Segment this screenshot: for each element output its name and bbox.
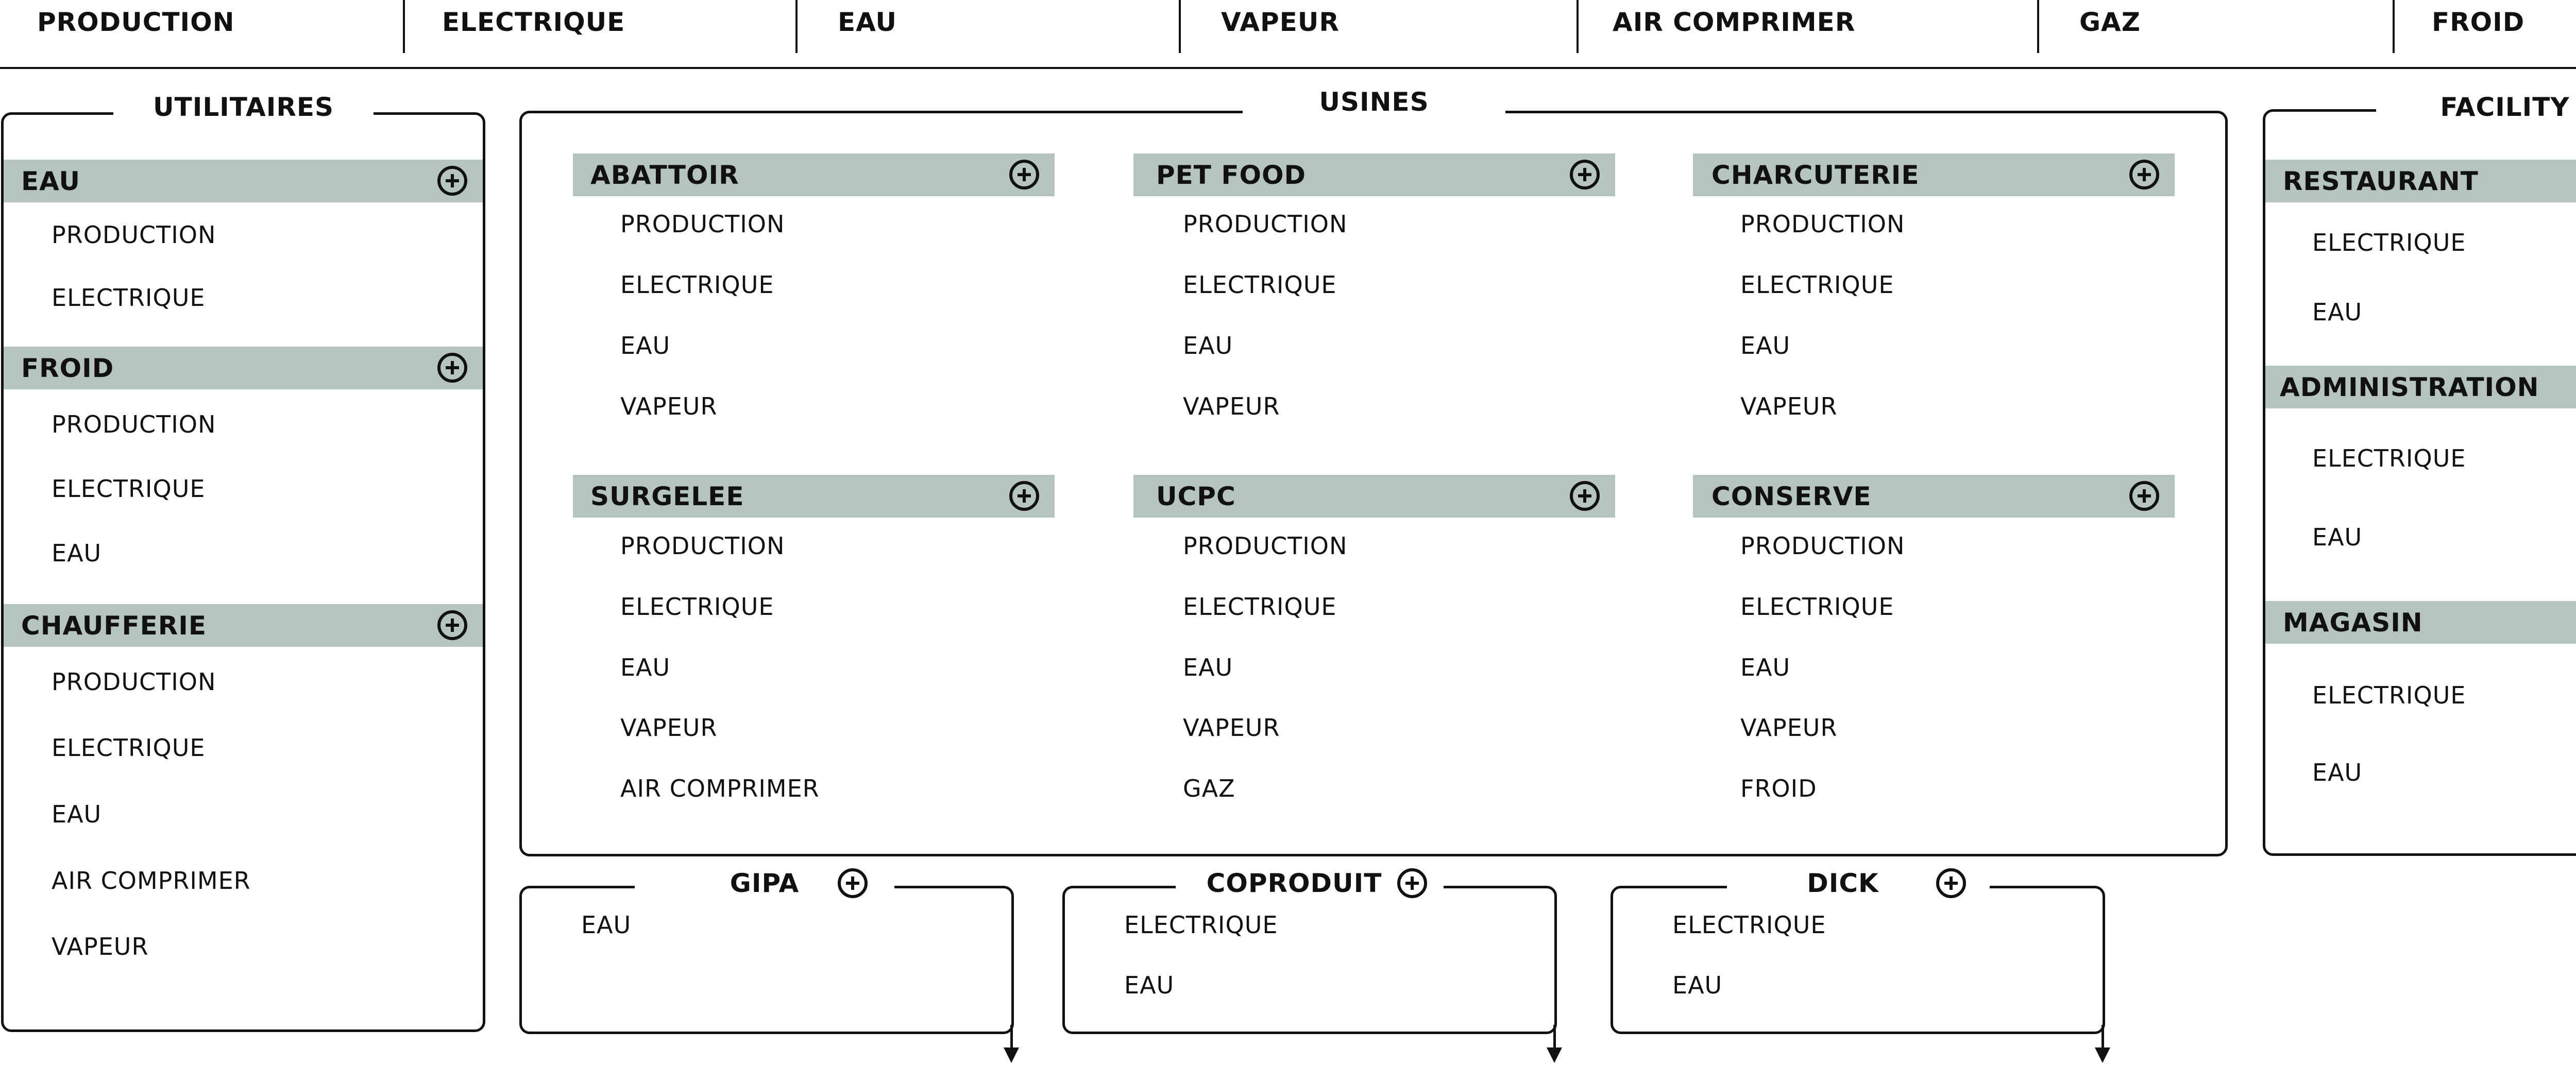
utilitaires-chaufferie-vapeur[interactable]: VAPEUR [52, 933, 149, 960]
section-header-restaurant [2265, 160, 2576, 202]
restaurant-eau[interactable]: EAU [2312, 298, 2363, 326]
dick-label: DICK [1807, 868, 1879, 898]
abattoir-eau[interactable]: EAU [620, 332, 671, 359]
plant-title: PET FOOD [1156, 160, 1306, 190]
ucpc-eau[interactable]: EAU [1183, 654, 1233, 681]
add-dick-icon[interactable] [1936, 868, 1966, 898]
surgelee-electrique[interactable]: ELECTRIQUE [620, 593, 774, 621]
nav-production[interactable]: PRODUCTION [37, 7, 235, 37]
ucpc-gaz[interactable]: GAZ [1183, 775, 1235, 802]
restaurant-electrique[interactable]: ELECTRIQUE [2312, 229, 2466, 256]
ucpc-vapeur[interactable]: VAPEUR [1183, 714, 1280, 742]
plant-title: UCPC [1156, 482, 1236, 511]
charcuterie-electrique[interactable]: ELECTRIQUE [1740, 271, 1894, 299]
section-title: ADMINISTRATION [2280, 372, 2539, 402]
dick-electrique[interactable]: ELECTRIQUE [1672, 911, 1826, 939]
gipa-arrow-down-icon [1004, 1047, 1019, 1063]
add-ucpc-icon[interactable] [1570, 481, 1600, 511]
nav-separator [1577, 0, 1579, 53]
facility-title: FACILITY [2376, 92, 2576, 123]
section-header-magasin [2265, 601, 2576, 644]
section-title: FROID [21, 353, 114, 383]
abattoir-vapeur[interactable]: VAPEUR [620, 392, 718, 420]
plant-header-surgelee [573, 475, 1055, 518]
conserve-froid[interactable]: FROID [1740, 775, 1817, 802]
conserve-eau[interactable]: EAU [1740, 654, 1791, 681]
gipa-label: GIPA [730, 868, 800, 898]
plant-header-pet-food [1133, 153, 1615, 196]
charcuterie-production[interactable]: PRODUCTION [1740, 210, 1905, 238]
gipa-box [519, 886, 1014, 1034]
facility-panel [2263, 109, 2576, 856]
add-froid-icon[interactable] [437, 353, 467, 383]
nav-separator [1179, 0, 1181, 53]
surgelee-production[interactable]: PRODUCTION [620, 532, 785, 560]
conserve-production[interactable]: PRODUCTION [1740, 532, 1905, 560]
coproduit-electrique[interactable]: ELECTRIQUE [1124, 911, 1278, 939]
nav-gaz[interactable]: GAZ [2079, 7, 2141, 37]
pet-food-production[interactable]: PRODUCTION [1183, 210, 1348, 238]
surgelee-vapeur[interactable]: VAPEUR [620, 714, 718, 742]
coproduit-eau[interactable]: EAU [1124, 971, 1175, 999]
gipa-eau[interactable]: EAU [581, 911, 632, 939]
nav-electrique[interactable]: ELECTRIQUE [442, 7, 625, 37]
pet-food-electrique[interactable]: ELECTRIQUE [1183, 271, 1337, 299]
utilitaires-froid-eau[interactable]: EAU [52, 539, 102, 567]
charcuterie-vapeur[interactable]: VAPEUR [1740, 392, 1838, 420]
administration-eau[interactable]: EAU [2312, 523, 2363, 551]
plant-title: SURGELEE [590, 482, 744, 511]
nav-air-comprimer[interactable]: AIR COMPRIMER [1613, 7, 1856, 37]
conserve-vapeur[interactable]: VAPEUR [1740, 714, 1838, 742]
section-title: MAGASIN [2283, 608, 2423, 638]
top-nav [0, 0, 2576, 69]
section-title: RESTAURANT [2283, 166, 2479, 196]
coproduit-label: COPRODUIT [1206, 868, 1382, 898]
add-surgelee-icon[interactable] [1009, 481, 1039, 511]
magasin-electrique[interactable]: ELECTRIQUE [2312, 681, 2466, 709]
dick-eau[interactable]: EAU [1672, 971, 1723, 999]
section-header-administration [2265, 366, 2576, 408]
nav-separator [403, 0, 405, 53]
plant-header-ucpc [1133, 475, 1615, 518]
dick-arrow-down-icon [2095, 1047, 2110, 1063]
add-conserve-icon[interactable] [2129, 481, 2159, 511]
plant-title: CONSERVE [1711, 482, 1872, 511]
section-title: EAU [21, 166, 80, 196]
add-coproduit-icon[interactable] [1397, 868, 1427, 898]
utilitaires-eau-electrique[interactable]: ELECTRIQUE [52, 284, 206, 312]
charcuterie-eau[interactable]: EAU [1740, 332, 1791, 359]
plant-title: ABATTOIR [590, 160, 739, 190]
pet-food-eau[interactable]: EAU [1183, 332, 1233, 359]
add-chaufferie-icon[interactable] [437, 610, 467, 640]
magasin-eau[interactable]: EAU [2312, 759, 2363, 786]
utilitaires-chaufferie-production[interactable]: PRODUCTION [52, 668, 216, 696]
utilitaires-chaufferie-eau[interactable]: EAU [52, 800, 102, 828]
surgelee-air-comprimer[interactable]: AIR COMPRIMER [620, 775, 820, 802]
dick-box [1611, 886, 2105, 1034]
conserve-electrique[interactable]: ELECTRIQUE [1740, 593, 1894, 621]
coproduit-arrow-down-icon [1547, 1047, 1562, 1063]
utilitaires-eau-production[interactable]: PRODUCTION [52, 221, 216, 249]
abattoir-electrique[interactable]: ELECTRIQUE [620, 271, 774, 299]
add-eau-icon[interactable] [437, 166, 467, 196]
administration-electrique[interactable]: ELECTRIQUE [2312, 444, 2466, 472]
add-charcuterie-icon[interactable] [2129, 160, 2159, 190]
utilitaires-froid-electrique[interactable]: ELECTRIQUE [52, 475, 206, 503]
nav-separator [795, 0, 798, 53]
plant-header-abattoir [573, 153, 1055, 196]
gipa-arrow-line [1010, 1025, 1013, 1050]
utilitaires-title: UTILITAIRES [113, 92, 374, 123]
section-title: CHAUFFERIE [21, 611, 207, 641]
plant-header-conserve [1693, 475, 2175, 518]
abattoir-production[interactable]: PRODUCTION [620, 210, 785, 238]
coproduit-box [1062, 886, 1557, 1034]
utilitaires-froid-production[interactable]: PRODUCTION [52, 410, 216, 438]
nav-vapeur[interactable]: VAPEUR [1221, 7, 1340, 37]
section-header-froid [4, 347, 483, 389]
nav-froid[interactable]: FROID [2432, 7, 2525, 37]
ucpc-production[interactable]: PRODUCTION [1183, 532, 1348, 560]
add-abattoir-icon[interactable] [1009, 160, 1039, 190]
section-header-eau [4, 160, 483, 202]
plant-header-charcuterie [1693, 153, 2175, 196]
add-pet-food-icon[interactable] [1570, 160, 1600, 190]
plant-title: CHARCUTERIE [1711, 160, 1920, 190]
nav-separator [2037, 0, 2039, 53]
nav-eau[interactable]: EAU [838, 7, 897, 37]
add-gipa-icon[interactable] [838, 868, 868, 898]
dick-arrow-line [2102, 1025, 2104, 1050]
ucpc-electrique[interactable]: ELECTRIQUE [1183, 593, 1337, 621]
utilitaires-chaufferie-air-comprimer[interactable]: AIR COMPRIMER [52, 867, 251, 895]
nav-separator [2393, 0, 2395, 53]
usines-title: USINES [1243, 87, 1505, 117]
coproduit-arrow-line [1553, 1025, 1556, 1050]
utilitaires-chaufferie-electrique[interactable]: ELECTRIQUE [52, 734, 206, 762]
surgelee-eau[interactable]: EAU [620, 654, 671, 681]
section-header-chaufferie [4, 604, 483, 647]
pet-food-vapeur[interactable]: VAPEUR [1183, 392, 1280, 420]
